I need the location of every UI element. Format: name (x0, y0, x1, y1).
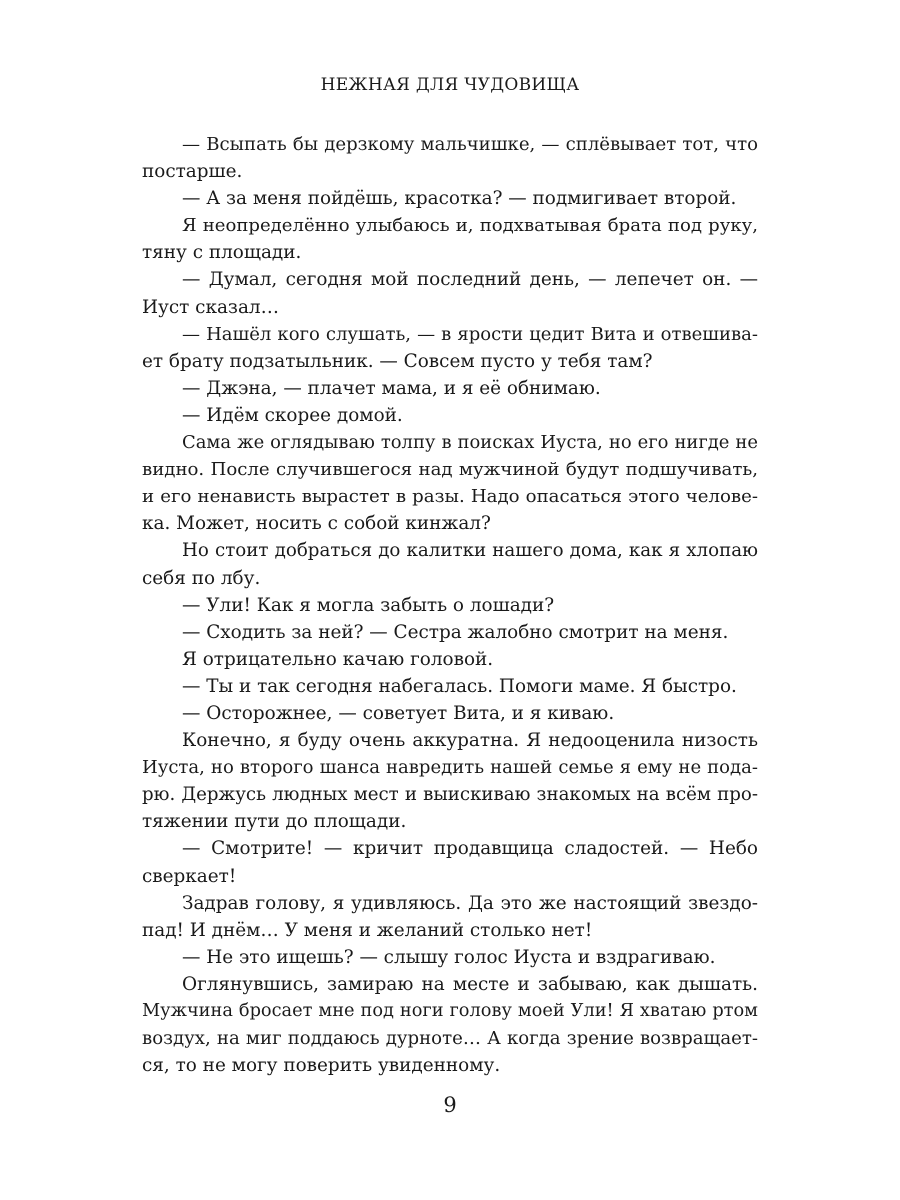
text-line: — А за меня пойдёшь, красотка? — подмигивает второй. (182, 188, 737, 210)
text-line: — Идём скорее домой. (182, 404, 403, 426)
text-line: — Джэна, — плачет мама, и я её обнимаю. (182, 377, 601, 399)
text-line: Оглянувшись, замираю на месте и забываю, как дышать. (182, 973, 758, 995)
text-line: сверкает! (142, 865, 237, 887)
text-line: Задрав голову, я удивляюсь. Да это же настоящий звездо- (182, 892, 758, 914)
text-line: — Смотрите! — кричит продавщица сладостей. — Небо (182, 838, 758, 860)
text-line: постарше. (142, 161, 243, 183)
text-line: — Ули! Как я могла забыть о лошади? (182, 594, 555, 616)
text-line: видно. После случившегося над мужчиной будут подшучивать, (142, 459, 758, 481)
text-line: тяжении пути до площади. (142, 811, 407, 833)
text-line: — Всыпать бы дерзкому мальчишке, — сплёвывает тот, что (182, 134, 758, 155)
text-line: Мужчина бросает мне под ноги голову моей Ули! Я хватаю ртом (142, 1001, 758, 1021)
page-number: 9 (443, 1093, 457, 1117)
text-line: тяну с площади. (142, 242, 302, 264)
text-line: — Не это ищешь? — слышу голос Иуста и вздрагиваю. (182, 946, 716, 968)
text-line: Но стоит добраться до калитки нашего дома, как я хлопаю (182, 540, 758, 562)
text-line: и его ненависть вырастет в разы. Надо опасаться этого челове- (142, 486, 758, 508)
text-line: пад! И днём… У меня и желаний столько нет! (142, 919, 593, 941)
running-header: НЕЖНАЯ ДЛЯ ЧУДОВИЩА (320, 75, 580, 95)
text-line: ет брату подзатыльник. — Совсем пусто у тебя там? (142, 350, 653, 372)
text-line: — Осторожнее, — советует Вита, и я киваю. (182, 702, 615, 724)
text-line: — Нашёл кого слушать, — в ярости цедит Вита и отвешива- (182, 323, 758, 345)
text-line: Иуст сказал… (142, 296, 280, 318)
text-line: Сама же оглядываю толпу в поисках Иуста, но его нигде не (182, 432, 758, 454)
text-line: рю. Держусь людных мест и выискиваю знакомых на всём про- (142, 784, 758, 806)
text-line: — Сходить за ней? — Сестра жалобно смотрит на меня. (182, 621, 729, 643)
text-line: — Ты и так сегодня набегалась. Помоги маме. Я быстро. (182, 675, 737, 697)
text-line: воздух, на миг поддаюсь дурноте… А когда зрение возвращает- (142, 1028, 758, 1050)
text-line: Я неопределённо улыбаюсь и, подхватывая брата под руку, (182, 215, 758, 237)
text-line: ся, то не могу поверить увиденному. (142, 1055, 501, 1077)
text-line: Иуста, но второго шанса навредить нашей семье я ему не пода- (142, 757, 758, 779)
text-line: Я отрицательно качаю головой. (182, 648, 494, 670)
text-line: себя по лбу. (142, 567, 261, 589)
text-line: Конечно, я буду очень аккуратна. Я недооценила низость (182, 730, 758, 752)
text-line: — Думал, сегодня мой последний день, — лепечет он. — (182, 269, 758, 291)
text-line: ка. Может, носить с собой кинжал? (142, 513, 491, 535)
body-text (142, 131, 758, 1079)
